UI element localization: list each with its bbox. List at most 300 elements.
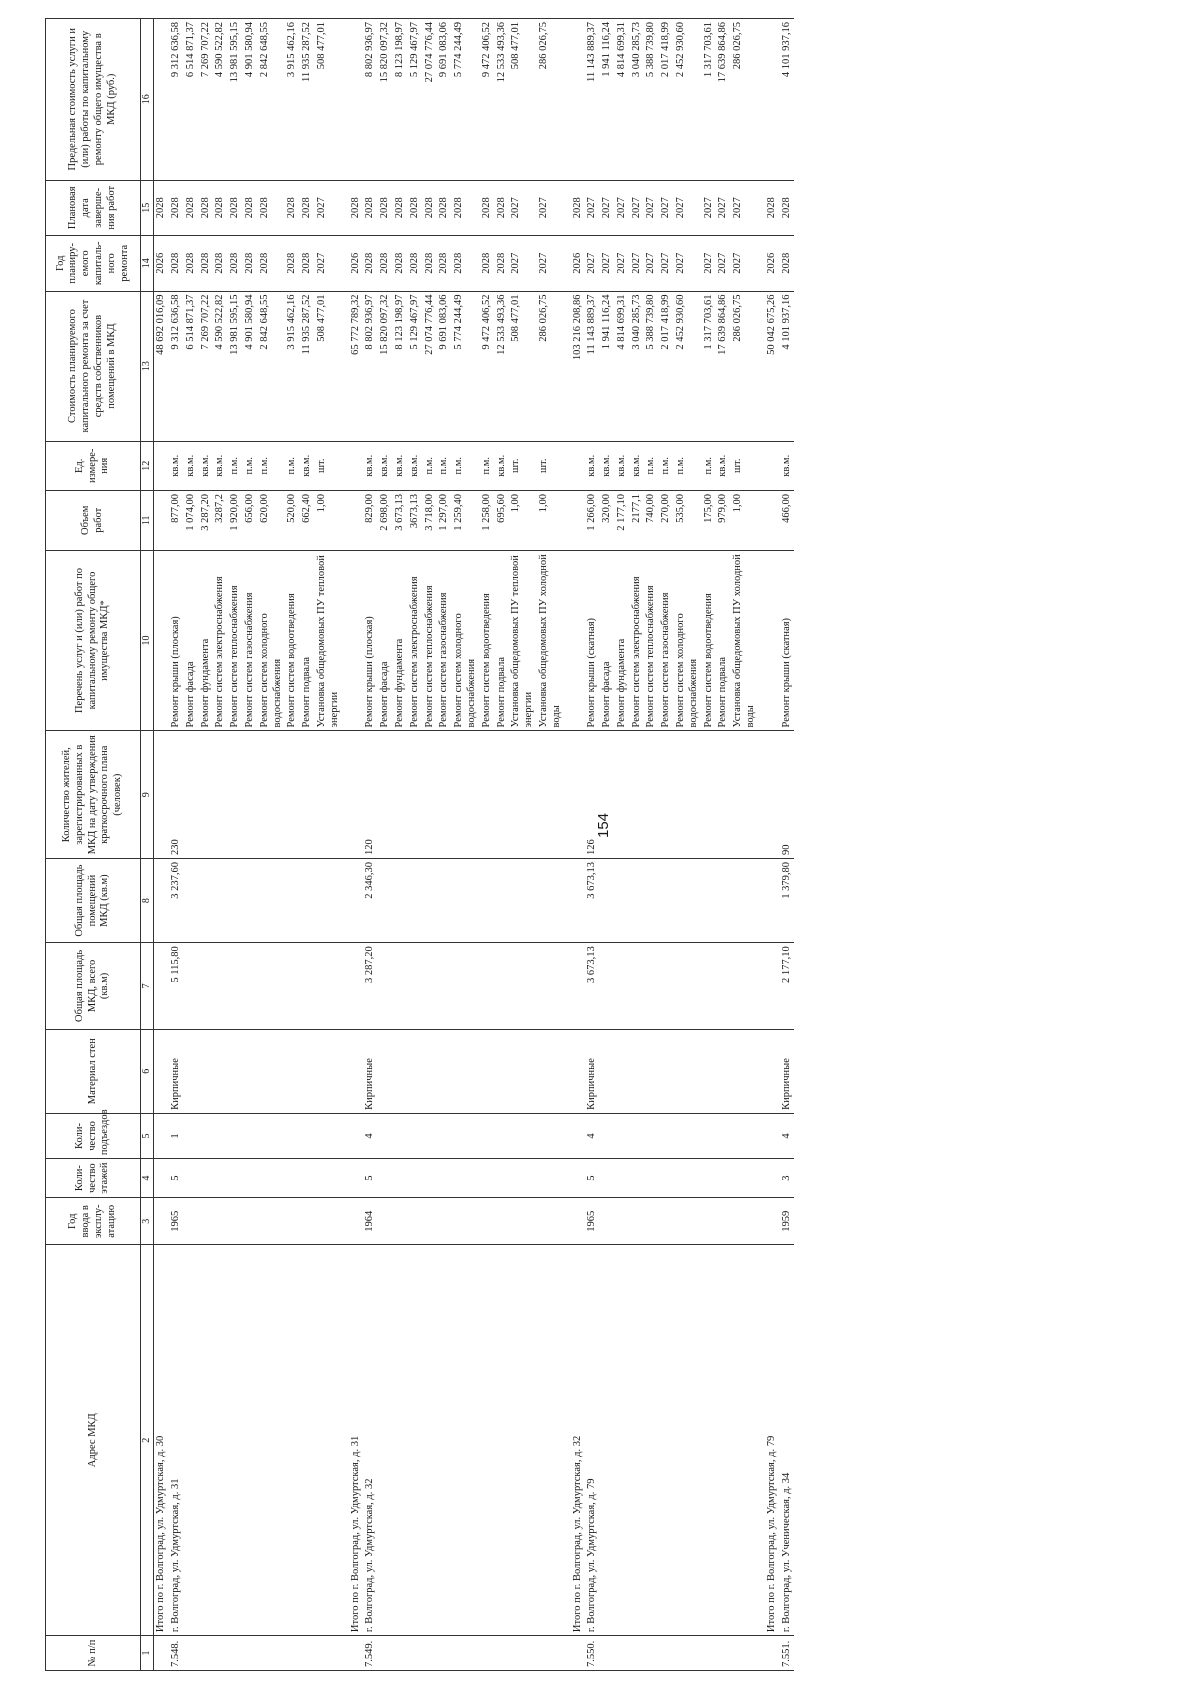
cell-col-16: 13 981 595,15: [228, 19, 243, 181]
cell-col-16: 5 774 244,49: [452, 19, 480, 181]
cell-col-5: [199, 1113, 214, 1158]
cell-col-15: 2028: [213, 180, 228, 236]
cell-col-1: [537, 1636, 565, 1671]
cell-col-10: Ремонт систем электроснабжения: [408, 550, 423, 731]
cell-col-15: 2028: [243, 180, 258, 236]
cell-col-16: 11 143 889,37: [585, 19, 600, 181]
cell-col-7: [213, 943, 228, 1029]
cell-col-3: [674, 1198, 702, 1245]
column-number-13: 13: [141, 291, 154, 441]
cell-col-10: Ремонт систем газоснабжения: [659, 550, 674, 731]
cell-col-11: 877,00: [169, 490, 184, 550]
cell-col-4: 5: [363, 1159, 378, 1198]
cell-col-13: 286 026,75: [537, 291, 565, 441]
table-row: [480, 19, 495, 1671]
table-row: [393, 19, 408, 1671]
cell-col-1: [315, 1636, 343, 1671]
cell-col-8: [731, 858, 759, 942]
cell-col-16: 1 317 703,61: [702, 19, 717, 181]
cell-col-9: [184, 731, 199, 858]
cell-col-10: Ремонт систем холодного водоснабжения: [674, 550, 702, 731]
cell-col-4: [495, 1159, 510, 1198]
cell-col-7: [349, 943, 364, 1029]
table-row: [615, 19, 630, 1671]
cell-col-8: [495, 858, 510, 942]
cell-col-2: [702, 1245, 717, 1636]
cell-col-4: [644, 1159, 659, 1198]
cell-col-15: 2028: [765, 180, 780, 236]
cell-col-5: [393, 1113, 408, 1158]
cell-col-2: [537, 1245, 565, 1636]
cell-col-6: [731, 1029, 759, 1113]
cell-col-10: Ремонт систем теплоснабжения: [423, 550, 438, 731]
cell-col-14: 2027: [731, 236, 759, 292]
cell-col-12: кв.м.: [495, 441, 510, 490]
cell-col-11: 1,00: [537, 490, 565, 550]
column-header-2: Адрес МКД: [46, 1245, 141, 1636]
cell-col-13: 3 915 462,16: [285, 291, 300, 441]
cell-col-12: шт.: [731, 441, 759, 490]
cell-col-3: 1965: [169, 1198, 184, 1245]
column-header-7: Общая площадь МКД, всего (кв.м): [46, 943, 141, 1029]
cell-col-15: 2027: [600, 180, 615, 236]
cell-col-3: [765, 1198, 780, 1245]
cell-col-11: 1 258,00: [480, 490, 495, 550]
cell-col-14: 2028: [243, 236, 258, 292]
cell-col-1: [349, 1636, 364, 1671]
cell-col-2: [199, 1245, 214, 1636]
cell-col-8: [437, 858, 452, 942]
cell-col-5: [716, 1113, 731, 1158]
table-row: [300, 19, 315, 1671]
cell-col-13: 48 692 016,09: [154, 291, 169, 441]
cell-col-2: [285, 1245, 300, 1636]
cell-col-16: 6 514 871,37: [184, 19, 199, 181]
cell-col-14: 2027: [630, 236, 645, 292]
cell-col-15: 2028: [423, 180, 438, 236]
cell-col-2: [659, 1245, 674, 1636]
cell-col-8: 3 673,13: [585, 858, 600, 942]
cell-col-9: [349, 731, 364, 858]
cell-col-10: Ремонт фундамента: [393, 550, 408, 731]
cell-col-6: [408, 1029, 423, 1113]
cell-col-6: [644, 1029, 659, 1113]
column-header-16: Предельная стоимость услуги и (или) работы по капитальному ремонту общего имущества в МКД (руб.): [46, 19, 141, 181]
cell-col-1: [243, 1636, 258, 1671]
column-header-3: Год ввода в эксплу-атацию: [46, 1198, 141, 1245]
cell-col-1: [408, 1636, 423, 1671]
cell-col-1: [571, 1636, 586, 1671]
cell-col-11: 620,00: [258, 490, 286, 550]
cell-col-9: [674, 731, 702, 858]
cell-col-3: [300, 1198, 315, 1245]
cell-col-9: [258, 731, 286, 858]
cell-col-1: [300, 1636, 315, 1671]
cell-col-16: 7 269 707,22: [199, 19, 214, 181]
cell-col-4: [600, 1159, 615, 1198]
cell-col-6: [378, 1029, 393, 1113]
cell-col-16: 5 388 739,80: [644, 19, 659, 181]
cell-col-1: [674, 1636, 702, 1671]
cell-col-10: Ремонт систем теплоснабжения: [228, 550, 243, 731]
cell-col-5: [615, 1113, 630, 1158]
column-number-6: 6: [141, 1029, 154, 1113]
cell-col-10: Ремонт подвала: [716, 550, 731, 731]
cell-col-15: 2028: [349, 180, 364, 236]
cell-col-7: 3 287,20: [363, 943, 378, 1029]
cell-col-4: [731, 1159, 759, 1198]
cell-col-11: 3 287,20: [199, 490, 214, 550]
cell-col-16: 11 935 287,52: [300, 19, 315, 181]
cell-col-7: [630, 943, 645, 1029]
cell-col-9: [537, 731, 565, 858]
table-body: [154, 19, 795, 1671]
cell-col-14: 2027: [315, 236, 343, 292]
cell-col-7: [300, 943, 315, 1029]
cell-col-10: Ремонт подвала: [495, 550, 510, 731]
cell-col-11: 2177,1: [630, 490, 645, 550]
cell-col-1: [659, 1636, 674, 1671]
cell-col-9: [213, 731, 228, 858]
column-number-1: 1: [141, 1636, 154, 1671]
cell-col-11: 3287,2: [213, 490, 228, 550]
cell-col-2: [423, 1245, 438, 1636]
cell-col-1: [765, 1636, 780, 1671]
cell-col-9: [393, 731, 408, 858]
cell-col-16: 1 941 116,24: [600, 19, 615, 181]
cell-col-14: 2028: [228, 236, 243, 292]
column-header-1: № п/п: [46, 1636, 141, 1671]
cell-col-12: кв.м.: [213, 441, 228, 490]
cell-col-10: Ремонт фундамента: [615, 550, 630, 731]
cell-col-15: 2027: [716, 180, 731, 236]
cell-col-3: [349, 1198, 364, 1245]
cell-col-10: Ремонт крыши (скатная): [585, 550, 600, 731]
column-header-4: Коли-чество этажей: [46, 1159, 141, 1198]
cell-col-16: 15 820 097,32: [378, 19, 393, 181]
cell-col-8: [213, 858, 228, 942]
cell-col-13: 6 514 871,37: [184, 291, 199, 441]
cell-col-6: [184, 1029, 199, 1113]
total-row: [349, 19, 364, 1671]
cell-col-14: 2028: [452, 236, 480, 292]
cell-col-3: [702, 1198, 717, 1245]
cell-col-9: [765, 731, 780, 858]
cell-col-5: [228, 1113, 243, 1158]
cell-col-3: [393, 1198, 408, 1245]
cell-col-4: [393, 1159, 408, 1198]
cell-col-4: [674, 1159, 702, 1198]
cell-col-2: [716, 1245, 731, 1636]
cell-col-10: Ремонт крыши (плоская): [169, 550, 184, 731]
cell-col-12: кв.м.: [615, 441, 630, 490]
cell-col-13: 4 101 937,16: [780, 291, 795, 441]
cell-col-16: 286 026,75: [731, 19, 759, 181]
cell-col-6: [674, 1029, 702, 1113]
cell-col-13: 5 129 467,97: [408, 291, 423, 441]
cell-col-2: [408, 1245, 423, 1636]
cell-col-15: 2028: [300, 180, 315, 236]
cell-col-4: [154, 1159, 169, 1198]
cell-col-12: кв.м.: [716, 441, 731, 490]
cell-col-7: [378, 943, 393, 1029]
column-header-15: Плановая дата заверше-ния работ: [46, 180, 141, 236]
cell-col-15: 2027: [731, 180, 759, 236]
cell-col-11: 1 259,40: [452, 490, 480, 550]
cell-col-2: [452, 1245, 480, 1636]
cell-col-13: 9 691 083,06: [437, 291, 452, 441]
cell-col-13: 2 452 930,60: [674, 291, 702, 441]
cell-col-2: Итого по г. Волгоград, ул. Удмуртская, д. 31: [349, 1245, 364, 1636]
cell-col-3: [228, 1198, 243, 1245]
cell-col-1: [495, 1636, 510, 1671]
column-number-15: 15: [141, 180, 154, 236]
cell-col-4: [199, 1159, 214, 1198]
total-row: [154, 19, 169, 1671]
cell-col-14: 2028: [169, 236, 184, 292]
cell-col-5: [702, 1113, 717, 1158]
cell-col-4: 5: [169, 1159, 184, 1198]
cell-col-8: [378, 858, 393, 942]
cell-col-5: [452, 1113, 480, 1158]
cell-col-2: Итого по г. Волгоград, ул. Удмуртская, д. 32: [571, 1245, 586, 1636]
cell-col-6: [659, 1029, 674, 1113]
cell-col-15: 2027: [537, 180, 565, 236]
cell-col-16: 286 026,75: [537, 19, 565, 181]
cell-col-16: 9 312 636,58: [169, 19, 184, 181]
column-header-12: Ед. измере-ния: [46, 441, 141, 490]
cell-col-6: [393, 1029, 408, 1113]
cell-col-1: [716, 1636, 731, 1671]
cell-col-15: 2028: [363, 180, 378, 236]
cell-col-9: 90: [780, 731, 795, 858]
cell-col-3: [731, 1198, 759, 1245]
cell-col-8: [423, 858, 438, 942]
cell-col-3: [716, 1198, 731, 1245]
cell-col-16: 2 842 648,55: [258, 19, 286, 181]
cell-col-2: [378, 1245, 393, 1636]
cell-col-12: кв.м.: [199, 441, 214, 490]
cell-col-13: 50 042 675,26: [765, 291, 780, 441]
cell-col-1: 7.550.: [585, 1636, 600, 1671]
cell-col-12: п.м.: [644, 441, 659, 490]
cell-col-8: [765, 858, 780, 942]
table-row: [537, 19, 565, 1671]
cell-col-4: [408, 1159, 423, 1198]
cell-col-6: [702, 1029, 717, 1113]
cell-col-16: 508 477,01: [315, 19, 343, 181]
cell-col-12: кв.м.: [363, 441, 378, 490]
cell-col-6: [315, 1029, 343, 1113]
cell-col-12: кв.м.: [408, 441, 423, 490]
cell-col-2: г. Волгоград, ул. Удмуртская, д. 79: [585, 1245, 600, 1636]
cell-col-6: [213, 1029, 228, 1113]
cell-col-6: [452, 1029, 480, 1113]
cell-col-7: [600, 943, 615, 1029]
cell-col-2: [228, 1245, 243, 1636]
cell-col-11: 829,00: [363, 490, 378, 550]
cell-col-2: [184, 1245, 199, 1636]
cell-col-7: [285, 943, 300, 1029]
table-row: [600, 19, 615, 1671]
cell-col-3: [644, 1198, 659, 1245]
cell-col-16: 3 040 285,73: [630, 19, 645, 181]
cell-col-8: [674, 858, 702, 942]
cell-col-6: [537, 1029, 565, 1113]
cell-col-4: [571, 1159, 586, 1198]
cell-col-4: [716, 1159, 731, 1198]
cell-col-12: кв.м.: [184, 441, 199, 490]
cell-col-1: [615, 1636, 630, 1671]
cell-col-12: п.м.: [437, 441, 452, 490]
cell-col-14: 2028: [480, 236, 495, 292]
cell-col-14: 2027: [674, 236, 702, 292]
cell-col-9: [571, 731, 586, 858]
cell-col-16: 4 101 937,16: [780, 19, 795, 181]
cell-col-6: [600, 1029, 615, 1113]
cell-col-15: 2028: [408, 180, 423, 236]
cell-col-7: [437, 943, 452, 1029]
cell-col-15: 2028: [184, 180, 199, 236]
cell-col-12: кв.м.: [780, 441, 795, 490]
cell-col-14: 2028: [300, 236, 315, 292]
cell-col-8: [615, 858, 630, 942]
cell-col-13: 4 590 522,82: [213, 291, 228, 441]
cell-col-11: 1 297,00: [437, 490, 452, 550]
cell-col-3: 1965: [585, 1198, 600, 1245]
cell-col-13: 65 772 789,32: [349, 291, 364, 441]
cell-col-12: шт.: [537, 441, 565, 490]
cell-col-1: [258, 1636, 286, 1671]
cell-col-7: [184, 943, 199, 1029]
cell-col-5: [480, 1113, 495, 1158]
cell-col-11: [154, 490, 169, 550]
cell-col-6: [423, 1029, 438, 1113]
cell-col-10: [154, 550, 169, 731]
cell-col-10: Ремонт систем теплоснабжения: [644, 550, 659, 731]
cell-col-7: [495, 943, 510, 1029]
cell-col-11: [571, 490, 586, 550]
column-number-2: 2: [141, 1245, 154, 1636]
cell-col-5: [674, 1113, 702, 1158]
cell-col-8: [659, 858, 674, 942]
cell-col-1: [630, 1636, 645, 1671]
cell-col-5: 1: [169, 1113, 184, 1158]
cell-col-6: [199, 1029, 214, 1113]
cell-col-7: [615, 943, 630, 1029]
cell-col-9: [452, 731, 480, 858]
cell-col-10: [349, 550, 364, 731]
cell-col-2: [243, 1245, 258, 1636]
cell-col-11: 270,00: [659, 490, 674, 550]
cell-col-9: [437, 731, 452, 858]
cell-col-13: 2 017 418,99: [659, 291, 674, 441]
table-row: [258, 19, 286, 1671]
cell-col-9: [243, 731, 258, 858]
cell-col-8: [228, 858, 243, 942]
cell-col-1: [731, 1636, 759, 1671]
cell-col-8: [393, 858, 408, 942]
cell-col-3: [408, 1198, 423, 1245]
column-number-5: 5: [141, 1113, 154, 1158]
cell-col-5: [315, 1113, 343, 1158]
cell-col-16: [349, 19, 364, 181]
cell-col-2: г. Волгоград, ул. Удмуртская, д. 31: [169, 1245, 184, 1636]
cell-col-5: [659, 1113, 674, 1158]
cell-col-4: [509, 1159, 537, 1198]
cell-col-6: Кирпичные: [363, 1029, 378, 1113]
cell-col-4: [349, 1159, 364, 1198]
cell-col-11: 320,00: [600, 490, 615, 550]
cell-col-9: [480, 731, 495, 858]
cell-col-7: [228, 943, 243, 1029]
cell-col-16: 2 017 418,99: [659, 19, 674, 181]
total-row: [765, 19, 780, 1671]
cell-col-3: [199, 1198, 214, 1245]
cell-col-10: Ремонт подвала: [300, 550, 315, 731]
cell-col-7: 3 673,13: [585, 943, 600, 1029]
table-row: [378, 19, 393, 1671]
cell-col-12: кв.м.: [378, 441, 393, 490]
cell-col-16: 2 452 930,60: [674, 19, 702, 181]
cell-col-10: Ремонт систем газоснабжения: [243, 550, 258, 731]
cell-col-14: 2027: [509, 236, 537, 292]
cell-col-5: [630, 1113, 645, 1158]
cell-col-12: п.м.: [243, 441, 258, 490]
cell-col-9: [423, 731, 438, 858]
table-row: [659, 19, 674, 1671]
table-row: [674, 19, 702, 1671]
cell-col-8: [571, 858, 586, 942]
cell-col-7: [702, 943, 717, 1029]
cell-col-11: [765, 490, 780, 550]
cell-col-8: 1 379,80: [780, 858, 795, 942]
cell-col-13: 27 074 776,44: [423, 291, 438, 441]
cell-col-3: [258, 1198, 286, 1245]
cell-col-13: 4 901 580,94: [243, 291, 258, 441]
cell-col-4: [630, 1159, 645, 1198]
cell-col-5: [509, 1113, 537, 1158]
cell-col-13: 2 842 648,55: [258, 291, 286, 441]
cell-col-14: 2028: [408, 236, 423, 292]
cell-col-6: [509, 1029, 537, 1113]
cell-col-2: [630, 1245, 645, 1636]
cell-col-10: [571, 550, 586, 731]
table-row: [644, 19, 659, 1671]
table-row: [423, 19, 438, 1671]
cell-col-7: [452, 943, 480, 1029]
cell-col-12: [349, 441, 364, 490]
cell-col-5: [495, 1113, 510, 1158]
cell-col-9: [659, 731, 674, 858]
cell-col-4: [765, 1159, 780, 1198]
cell-col-16: 4 814 699,31: [615, 19, 630, 181]
cell-col-3: [630, 1198, 645, 1245]
cell-col-6: [615, 1029, 630, 1113]
cell-col-11: 535,00: [674, 490, 702, 550]
cell-col-4: 5: [585, 1159, 600, 1198]
column-number-row: [141, 19, 154, 1671]
cell-col-8: [600, 858, 615, 942]
cell-col-13: 1 941 116,24: [600, 291, 615, 441]
cell-col-15: 2028: [480, 180, 495, 236]
cell-col-7: [644, 943, 659, 1029]
cell-col-14: 2027: [585, 236, 600, 292]
cell-col-13: 286 026,75: [731, 291, 759, 441]
cell-col-10: Ремонт крыши (плоская): [363, 550, 378, 731]
cell-col-9: [495, 731, 510, 858]
cell-col-3: [600, 1198, 615, 1245]
